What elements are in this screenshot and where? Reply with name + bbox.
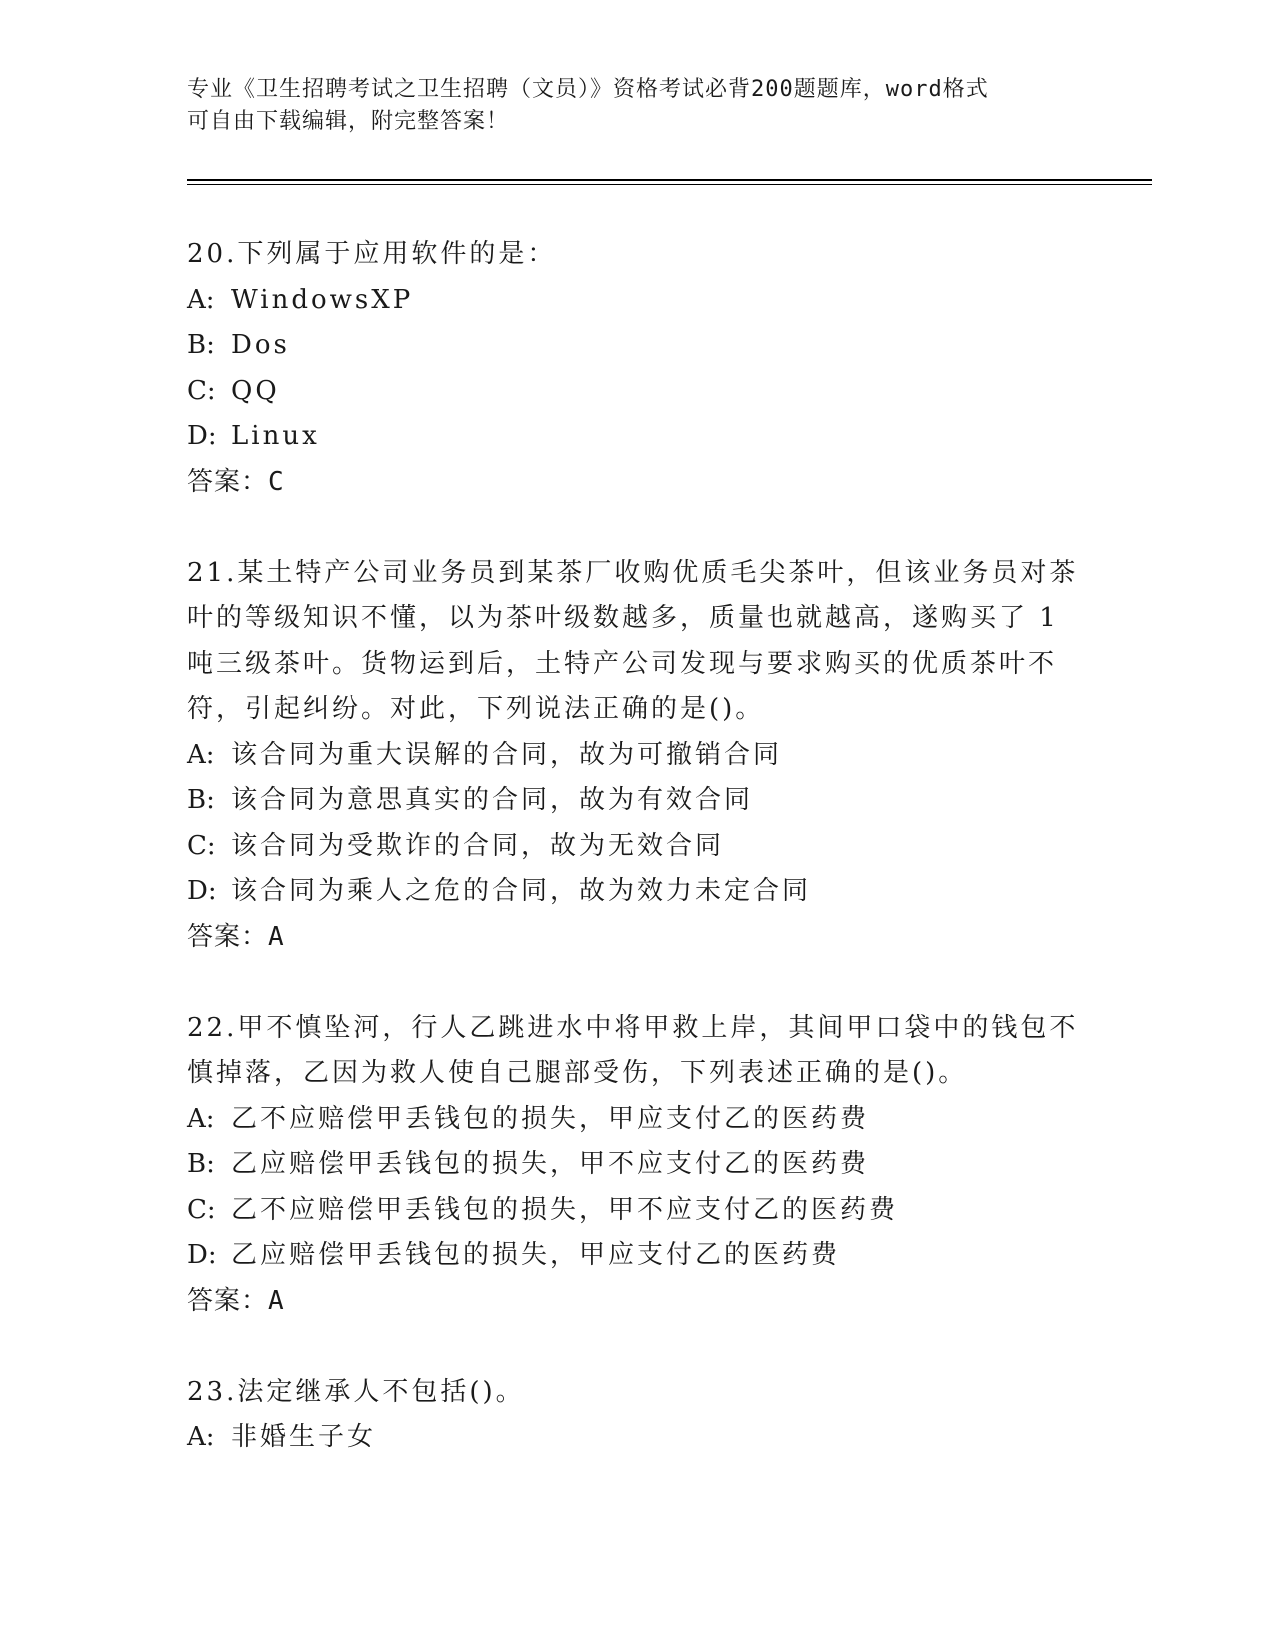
option-letter: B: <box>187 1149 215 1179</box>
question-22 <box>187 1006 1087 1324</box>
question-21 <box>187 551 1087 960</box>
option-a <box>187 1415 1087 1461</box>
question-stem-line: 叶的等级知识不懂，以为茶叶级数越多，质量也就越高，遂购买了 1 <box>187 603 1059 633</box>
option-c <box>187 369 1087 415</box>
question-23 <box>187 1370 1087 1461</box>
option-text: 该合同为意思真实的合同，故为有效合同 <box>231 785 754 815</box>
question-stem-line: 21.某土特产公司业务员到某茶厂收购优质毛尖茶叶，但该业务员对茶 <box>187 557 1079 588</box>
question-stem: 20.下列属于应用软件的是： <box>187 239 557 269</box>
option-text: 乙应赔偿甲丢钱包的损失，甲应支付乙的医药费 <box>231 1240 841 1270</box>
option-text: 非婚生子女 <box>231 1422 377 1452</box>
answer-line: 答案：A <box>187 1285 285 1316</box>
header-line-1: 专业《卫生招聘考试之卫生招聘（文员）》资格考试必背200题题库，word格式 <box>187 77 989 102</box>
option-b <box>187 778 1087 824</box>
option-text: Dos <box>231 330 290 360</box>
question-stem-line: 吨三级茶叶。货物运到后，土特产公司发现与要求购买的优质茶叶不 <box>187 648 1058 679</box>
option-letter: B: <box>187 330 215 360</box>
question-stem: 23.法定继承人不包括()。 <box>187 1376 525 1407</box>
header-line-2: 可自由下载编辑，附完整答案！ <box>187 109 510 134</box>
question-stem-line: 慎掉落，乙因为救人使自己腿部受伤，下列表述正确的是()。 <box>187 1058 968 1088</box>
header-rule-bottom <box>187 184 1152 185</box>
option-text: 乙应赔偿甲丢钱包的损失，甲不应支付乙的医药费 <box>231 1149 870 1179</box>
option-letter: A: <box>187 1422 215 1452</box>
header-rule-top <box>187 179 1152 181</box>
option-text: 乙不应赔偿甲丢钱包的损失，甲不应支付乙的医药费 <box>231 1194 899 1225</box>
option-d <box>187 869 1087 915</box>
option-letter: A: <box>187 284 215 315</box>
option-letter: C: <box>187 375 216 406</box>
option-d <box>187 414 1087 460</box>
option-text: 乙不应赔偿甲丢钱包的损失，甲应支付乙的医药费 <box>231 1103 870 1134</box>
question-20 <box>187 232 1087 505</box>
option-text: 该合同为乘人之危的合同，故为效力未定合同 <box>231 876 812 906</box>
option-b <box>187 323 1087 369</box>
question-stem-line: 22.甲不慎坠河，行人乙跳进水中将甲救上岸，其间甲口袋中的钱包不 <box>187 1012 1079 1043</box>
option-letter: A: <box>187 1103 215 1134</box>
answer-line: 答案：A <box>187 921 285 952</box>
option-letter: D: <box>187 421 217 451</box>
question-stem-line: 符，引起纠纷。对此，下列说法正确的是()。 <box>187 694 765 724</box>
option-c <box>187 824 1087 870</box>
option-a <box>187 278 1087 324</box>
option-a <box>187 733 1087 779</box>
option-text: 该合同为受欺诈的合同，故为无效合同 <box>231 830 725 861</box>
option-letter: C: <box>187 1194 216 1225</box>
question-list <box>187 232 1087 1507</box>
option-c <box>187 1188 1087 1234</box>
option-text: QQ <box>231 375 280 406</box>
option-d <box>187 1233 1087 1279</box>
option-letter: C: <box>187 830 216 861</box>
option-text: WindowsXP <box>231 284 414 315</box>
option-letter: D: <box>187 876 217 906</box>
answer-line: 答案：C <box>187 466 285 497</box>
option-b <box>187 1142 1087 1188</box>
option-letter: D: <box>187 1240 217 1270</box>
option-letter: B: <box>187 785 215 815</box>
option-a <box>187 1097 1087 1143</box>
option-text: Linux <box>231 421 320 451</box>
option-letter: A: <box>187 739 215 770</box>
option-text: 该合同为重大误解的合同，故为可撤销合同 <box>231 739 783 770</box>
document-header <box>187 74 1087 138</box>
